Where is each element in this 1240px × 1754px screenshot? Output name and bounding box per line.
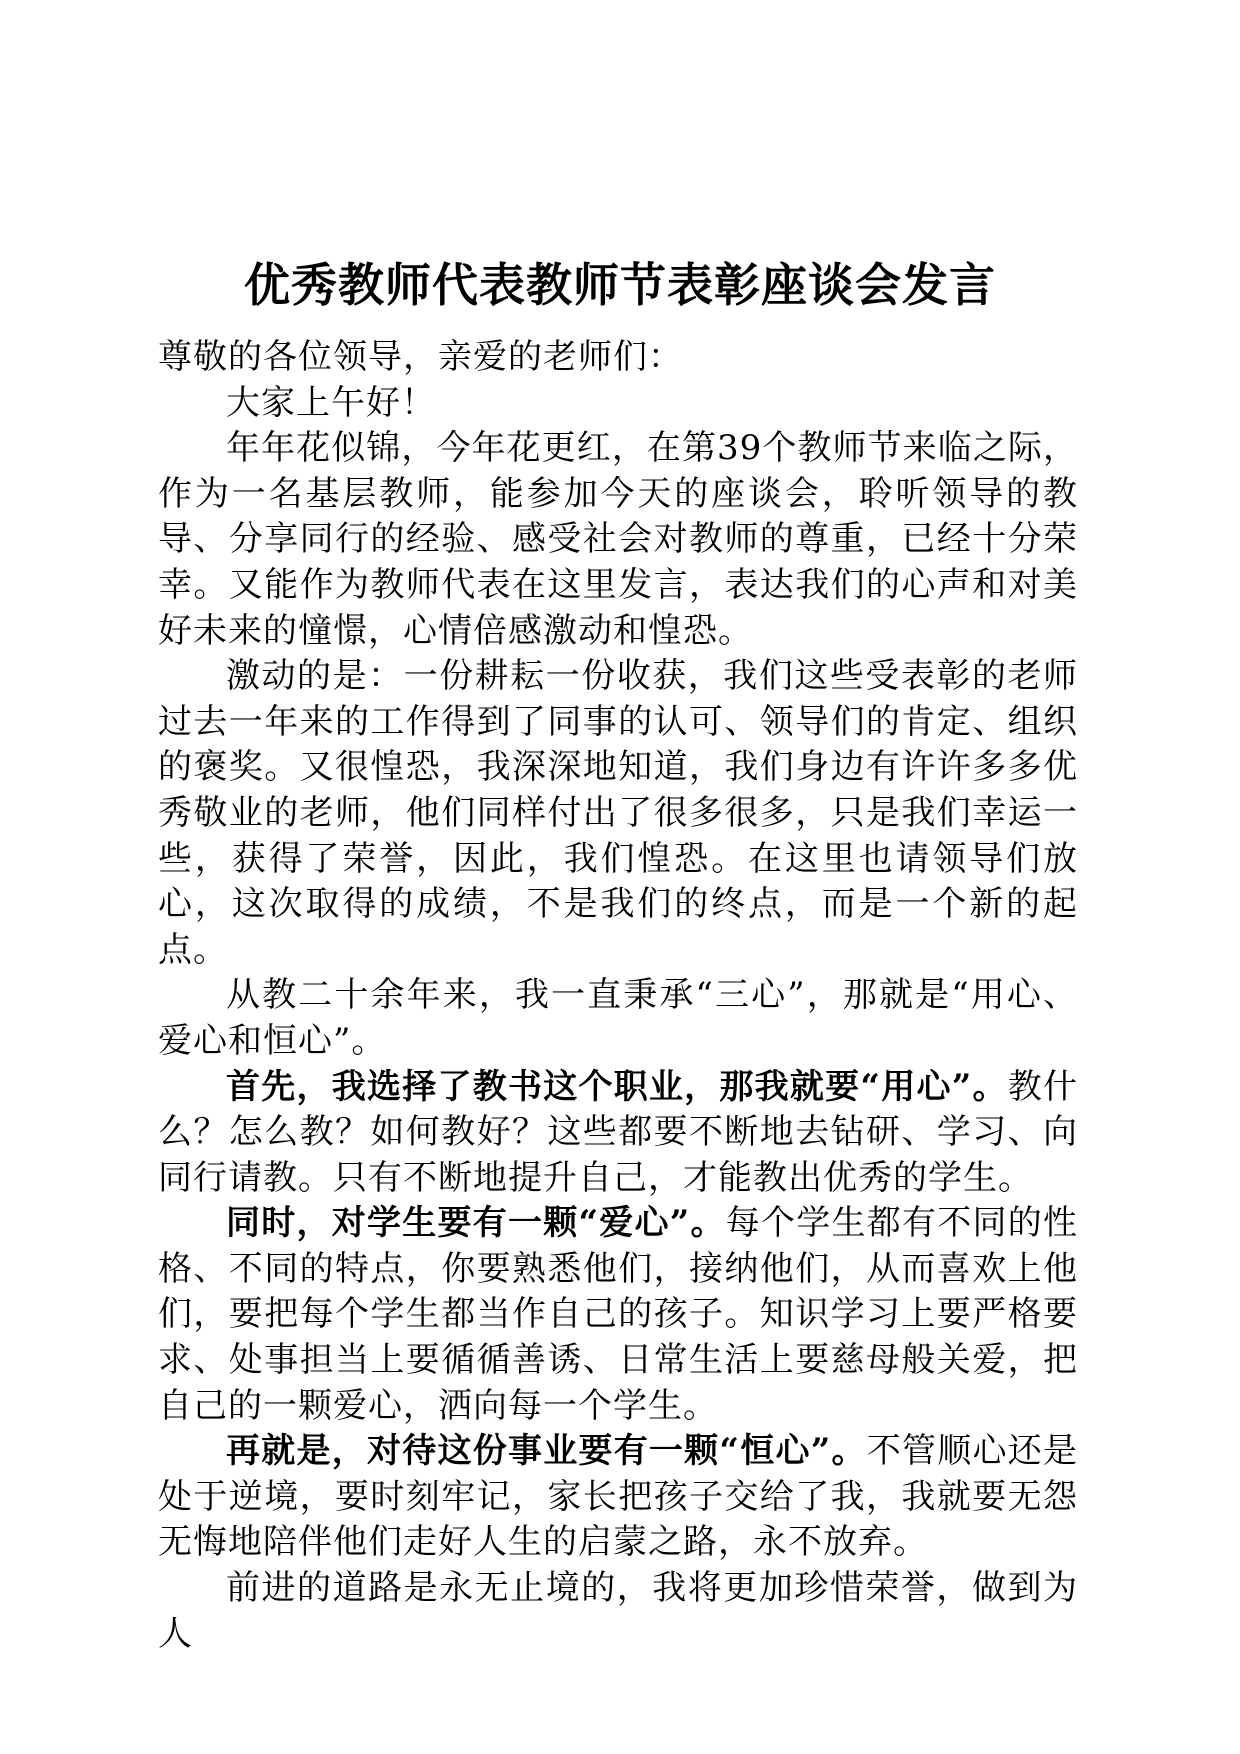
paragraph-excited: 激动的是：一份耕耘一份收获，我们这些受表彰的老师过去一年来的工作得到了同事的认可、领导们的肯定、组织的褒奖。又很惶恐，我深深地知道，我们身边有许许多多优秀敬业的老师，他们同样付出了很多很多，只是我们幸运一些，获得了荣誉，因此，我们惶恐。在这里也请领导们放心，这次取得的成绩，不是我们的终点，而是一个新的起点。 bbox=[158, 656, 1078, 970]
point-lead: 再就是，对待这份事业要有一颗“恒心”。 bbox=[226, 1431, 867, 1472]
document-body bbox=[158, 335, 1078, 1657]
paragraph-three-hearts: 从教二十余年来，我一直秉承“三心”，那就是“用心、爱心和恒心”。 bbox=[158, 975, 1078, 1061]
salutation: 尊敬的各位领导，亲爱的老师们： bbox=[158, 337, 683, 377]
point-love bbox=[158, 1201, 1078, 1429]
paragraph-closing: 前进的道路是永无止境的，我将更加珍惜荣誉，做到为人 bbox=[158, 1568, 1078, 1654]
document-title: 优秀教师代表教师节表彰座谈会发言 bbox=[244, 258, 996, 312]
greeting: 大家上午好！ bbox=[226, 382, 436, 423]
point-text: 不管顺心还是处于逆境，要时刻牢记，家长把孩子交给了我，我就要无怨无悔地陪伴他们走好人生的启蒙之路，永不放弃。 bbox=[158, 1431, 1078, 1563]
point-text: 教什么？怎么教？如何教好？这些都要不断地去钻研、学习、向同行请教。只有不断地提升自己，才能教出优秀的学生。 bbox=[158, 1066, 1078, 1198]
point-lead: 首先，我选择了教书这个职业，那我就要“用心”。 bbox=[226, 1066, 1008, 1107]
point-text: 每个学生都有不同的性格、不同的特点，你要熟悉他们，接纳他们，从而喜欢上他们，要把每个学生都当作自己的孩子。知识学习上要严格要求、处事担当上要循循善诱、日常生活上要慈母般关爱，把自己的一颗爱心，洒向每一个学生。 bbox=[158, 1203, 1078, 1426]
point-lead: 同时，对学生要有一颗“爱心”。 bbox=[226, 1203, 726, 1244]
point-dedication bbox=[158, 1065, 1078, 1202]
point-perseverance bbox=[158, 1429, 1078, 1566]
paragraph-intro: 年年花似锦，今年花更红，在第39个教师节来临之际，作为一名基层教师，能参加今天的座谈会，聆听领导的教导、分享同行的经验、感受社会对教师的尊重，已经十分荣幸。又能作为教师代表在这里发言，表达我们的心声和对美好未来的憧憬，心情倍感激动和惶恐。 bbox=[158, 428, 1078, 651]
